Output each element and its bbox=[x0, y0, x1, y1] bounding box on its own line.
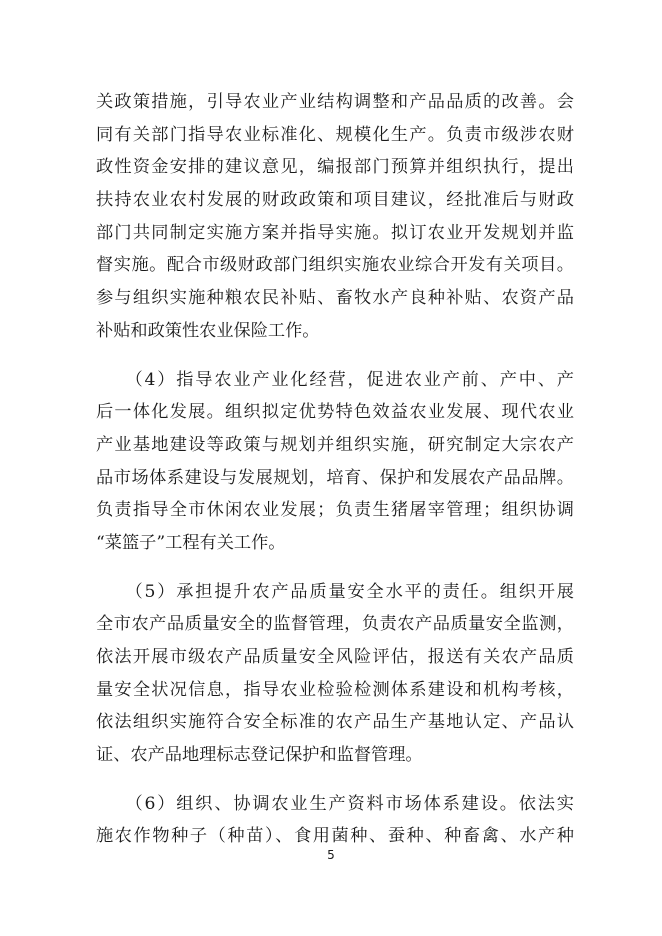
text-line: 负责指导全市休闲农业发展；负责生猪屠宰管理；组织协调 bbox=[96, 500, 574, 521]
text-line: （6）组织、协调农业生产资料市场体系建设。依法实 bbox=[96, 793, 574, 814]
text-line: 政性资金安排的建议意见，编报部门预算并组织执行，提出 bbox=[96, 157, 574, 178]
paragraph-4 bbox=[96, 788, 574, 853]
text-line: 证、农产品地理标志登记保护和监督管理。 bbox=[96, 745, 423, 766]
text-line: 产业基地建设等政策与规划并组织实施，研究制定大宗农产 bbox=[96, 434, 574, 455]
text-line: 补贴和政策性农业保险工作。 bbox=[96, 320, 320, 341]
document-body bbox=[96, 86, 574, 853]
text-line: 依法组织实施符合安全标准的农产品生产基地认定、产品认 bbox=[96, 712, 574, 733]
paragraph-2 bbox=[96, 364, 574, 560]
text-line: 全市农产品质量安全的监督管理，负责农产品质量安全监测， bbox=[96, 614, 574, 635]
text-line: 部门共同制定实施方案并指导实施。拟订农业开发规划并监 bbox=[96, 222, 574, 243]
text-line: 量安全状况信息，指导农业检验检测体系建设和机构考核， bbox=[96, 679, 574, 700]
text-line: 施农作物种子（种苗）、食用菌种、蚕种、种畜禽、水产种 bbox=[96, 826, 574, 847]
text-line: “菜篮子”工程有关工作。 bbox=[96, 532, 286, 553]
page-number: 5 bbox=[327, 848, 335, 862]
text-line: （5）承担提升农产品质量安全水平的责任。组织开展 bbox=[96, 581, 574, 602]
text-line: 关政策措施，引导农业产业结构调整和产品品质的改善。会 bbox=[96, 92, 574, 112]
paragraph-3 bbox=[96, 576, 574, 772]
text-line: 同有关部门指导农业标准化、规模化生产。负责市级涉农财 bbox=[96, 124, 574, 145]
text-line: 后一体化发展。组织拟定优势特色效益农业发展、现代农业 bbox=[96, 402, 574, 423]
text-line: 参与组织实施种粮农民补贴、畜牧水产良种补贴、农资产品 bbox=[96, 288, 574, 309]
text-line: 扶持农业农村发展的财政政策和项目建议，经批准后与财政 bbox=[96, 190, 574, 211]
paragraph-1 bbox=[96, 86, 574, 348]
text-line: 督实施。配合市级财政部门组织实施农业综合开发有关项目。 bbox=[96, 255, 574, 276]
text-line: 依法开展市级农产品质量安全风险评估，报送有关农产品质 bbox=[96, 647, 574, 667]
text-line: （4）指导农业产业化经营，促进农业产前、产中、产 bbox=[96, 369, 574, 390]
text-line: 品市场体系建设与发展规划，培育、保护和发展农产品品牌。 bbox=[96, 467, 574, 488]
